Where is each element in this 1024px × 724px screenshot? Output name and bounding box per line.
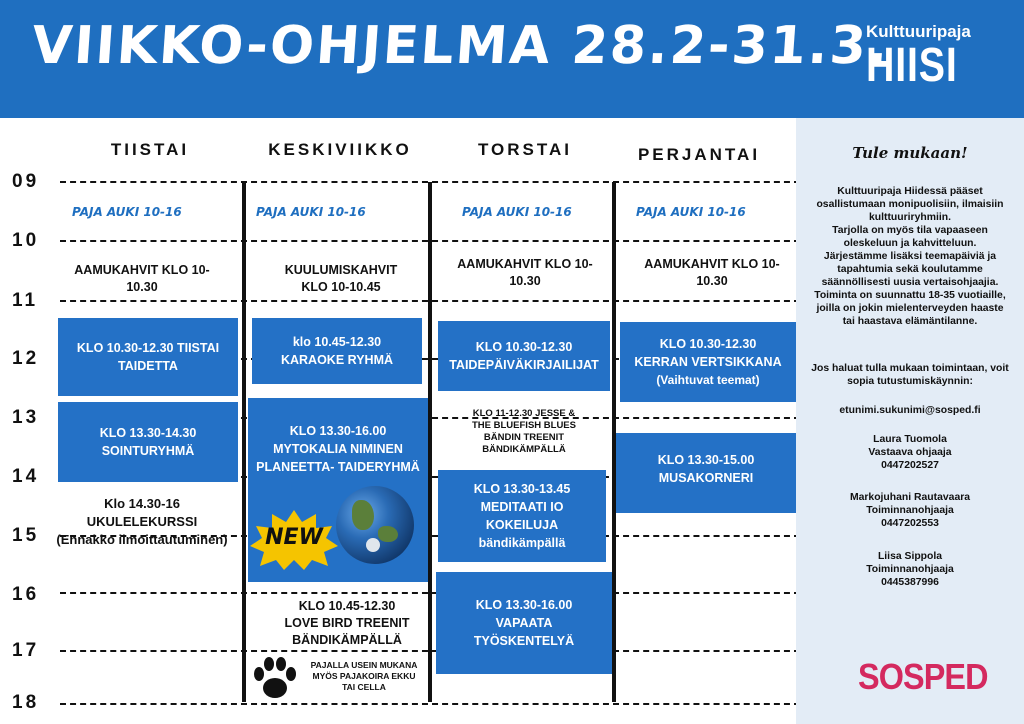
day-header-tuesday: TIISTAI — [110, 140, 190, 159]
event-text: AAMUKAHVIT KLO 10- — [74, 263, 210, 277]
earth-globe-image — [336, 486, 414, 564]
event-text: TAIDETTA — [118, 359, 178, 373]
event-jesse-band — [440, 408, 608, 456]
event-text: Klo 14.30-16 — [104, 496, 180, 511]
sidebar-text: kulttuuriryhmiin. — [869, 212, 951, 223]
event-text: 10.30 — [696, 274, 728, 288]
event-morning-coffee — [440, 256, 610, 290]
event-text: bändikämpällä — [478, 536, 566, 550]
paja-open-label: PAJA AUKI 10-16 — [636, 205, 746, 219]
contact-phone[interactable]: 0445387996 — [881, 577, 939, 588]
event-text: KLO 13.30-14.30 — [99, 426, 197, 440]
event-text: MUSAKORNERI — [658, 471, 754, 485]
contact-role: Toiminnanohjaaja — [866, 564, 954, 575]
event-block-tuesday-art — [58, 318, 238, 396]
event-text: KERRAN VERTSIKKANA — [634, 355, 782, 369]
contact-email[interactable]: etunimi.sukunimi@sosped.fi — [839, 405, 981, 416]
hour-label: 14 — [12, 466, 40, 487]
event-text: KARAOKE RYHMÄ — [280, 353, 394, 367]
event-block-karaoke — [252, 318, 422, 384]
sidebar-text: tapahtumia sekä koulutamme — [837, 264, 983, 275]
event-text: SOINTURYHMÄ — [101, 444, 195, 458]
event-text: KLO 10.30-12.30 — [659, 337, 757, 351]
sidebar-title: Tule mukaan! — [852, 144, 968, 162]
event-catchup-coffee — [258, 262, 424, 296]
new-badge-text: NEW — [265, 525, 323, 550]
event-text: AAMUKAHVIT KLO 10- — [644, 257, 780, 271]
sidebar-join-info — [802, 362, 1018, 388]
event-text: BÄNDIN TREENIT — [483, 432, 565, 443]
event-block-free-work — [436, 572, 612, 674]
header-banner — [0, 0, 1024, 118]
contact-role: Toiminnanohjaaja — [866, 505, 954, 516]
event-text: KUULUMISKAHVIT — [284, 263, 398, 277]
event-text: PAJALLA USEIN MUKANA — [310, 660, 418, 670]
event-text: KLO 10-10.45 — [301, 280, 381, 294]
pajakoira-note — [302, 660, 426, 693]
event-text: PLANEETTA- TAIDERYHMÄ — [256, 460, 420, 474]
hour-label: 13 — [12, 407, 40, 428]
sidebar-text: oleskeluun ja kahvitteluun. — [843, 238, 977, 249]
contact-role: Vastaava ohjaaja — [868, 447, 952, 458]
sosped-logo: SOSPED — [858, 656, 988, 697]
column-separator — [242, 182, 246, 702]
sidebar-text: Toiminta on suunnattu 18-35 vuotiaille, — [814, 290, 1006, 301]
day-header-friday: PERJANTAI — [637, 145, 761, 164]
event-text: BÄNDIKÄMPÄLLÄ — [482, 444, 566, 455]
day-header-wednesday: KESKIVIIKKO — [268, 140, 412, 159]
hour-label: 15 — [12, 525, 40, 546]
event-ukulele-course — [44, 495, 240, 549]
contact-phone[interactable]: 0447202553 — [881, 518, 939, 529]
event-text: MYÖS PAJAKOIRA EKKU — [312, 671, 416, 681]
hour-label: 12 — [12, 348, 40, 369]
event-morning-coffee — [62, 262, 222, 296]
event-love-bird — [264, 598, 430, 649]
event-text: klo 10.45-12.30 — [292, 335, 382, 349]
hour-label: 09 — [12, 171, 40, 192]
event-text: KOKEILUJA — [485, 518, 559, 532]
event-block-music-corner — [616, 433, 796, 513]
info-sidebar — [796, 118, 1024, 724]
sidebar-text: Kulttuuripaja Hiidessä pääset — [837, 186, 983, 197]
paw-icon — [250, 654, 300, 704]
event-text: KLO 13.30-16.00 — [289, 424, 387, 438]
sidebar-text: joilla on jokin mielenterveyden haaste — [816, 303, 1004, 314]
sidebar-text: Tarjolla on myös tila vapaaseen — [832, 225, 988, 236]
event-block-art-diary — [438, 321, 610, 391]
event-text: KLO 11-12.30 JESSE & — [472, 408, 576, 419]
hour-gridline — [60, 703, 800, 705]
event-block-vertsikka — [620, 322, 796, 402]
contact-card — [802, 550, 1018, 589]
event-text: KLO 13.30-16.00 — [475, 598, 573, 612]
sidebar-text: sopia tutustumiskäynnin: — [847, 376, 973, 387]
event-morning-coffee — [628, 256, 796, 290]
contact-name: Laura Tuomola — [873, 434, 947, 445]
event-text: AAMUKAHVIT KLO 10- — [457, 257, 593, 271]
hour-label: 11 — [12, 290, 39, 311]
event-text: KLO 13.30-15.00 — [657, 453, 755, 467]
event-text: THE BLUEFISH BLUES — [472, 420, 576, 431]
sidebar-text: Järjestämme lisäksi teemapäiviä ja — [823, 251, 997, 262]
contact-phone[interactable]: 0447202527 — [881, 460, 939, 471]
event-text: KLO 10.30-12.30 — [475, 340, 573, 354]
hour-label: 18 — [12, 692, 40, 713]
event-text: VAPAATA — [495, 616, 553, 630]
event-text: KLO 13.30-13.45 — [473, 482, 571, 496]
event-text: KLO 10.30-12.30 TIISTAI — [76, 341, 220, 355]
paja-open-label: PAJA AUKI 10-16 — [256, 205, 366, 219]
contact-card — [802, 491, 1018, 530]
event-text: MYTOKALIA NIMINEN — [273, 442, 403, 456]
sidebar-intro — [802, 185, 1018, 328]
day-header-thursday: TORSTAI — [477, 140, 573, 159]
hour-label: 10 — [12, 230, 40, 251]
event-text: MEDITAATI IO — [480, 500, 564, 514]
event-text: TAI CELLA — [342, 682, 386, 692]
sidebar-text: tai haastava elämäntilanne. — [842, 316, 978, 327]
event-text: BÄNDIKÄMPÄLLÄ — [292, 633, 402, 647]
event-text: 10.30 — [126, 280, 158, 294]
sidebar-text: Jos haluat tulla mukaan toimintaan, voit — [811, 363, 1009, 374]
page-title: VIIKKO-OHJELMA 28.2-31.3. — [29, 16, 892, 76]
sidebar-text: osallistumaan monipuolisiin, ilmaisiin — [816, 199, 1004, 210]
brand-name-small: Kulttuuripaja — [866, 22, 971, 41]
event-text: KLO 10.45-12.30 — [298, 599, 396, 613]
event-text: (Vaihtuvat teemat) — [656, 373, 760, 387]
event-text: (Ennakko ilmoittautuminen) — [56, 532, 228, 547]
hour-label: 17 — [12, 640, 40, 661]
new-badge — [248, 508, 340, 570]
event-text: 10.30 — [509, 274, 541, 288]
paja-open-label: PAJA AUKI 10-16 — [462, 205, 572, 219]
contact-name: Liisa Sippola — [877, 551, 943, 562]
contact-card — [802, 433, 1018, 472]
event-text: LOVE BIRD TREENIT — [284, 616, 410, 630]
event-text: UKULELEKURSSI — [86, 514, 198, 529]
paja-open-label: PAJA AUKI 10-16 — [72, 205, 182, 219]
event-text: TYÖSKENTELYÄ — [473, 634, 575, 648]
event-block-choir — [58, 402, 238, 482]
contact-name: Markojuhani Rautavaara — [849, 492, 971, 503]
event-text: TAIDEPÄIVÄKIRJAILIJAT — [449, 358, 599, 372]
hour-label: 16 — [12, 584, 40, 605]
sidebar-text: säännöllisesti uusia vertaisohjaajia. — [821, 277, 999, 288]
brand-name-large: HIISI — [866, 39, 958, 92]
event-block-meditation — [438, 470, 606, 562]
